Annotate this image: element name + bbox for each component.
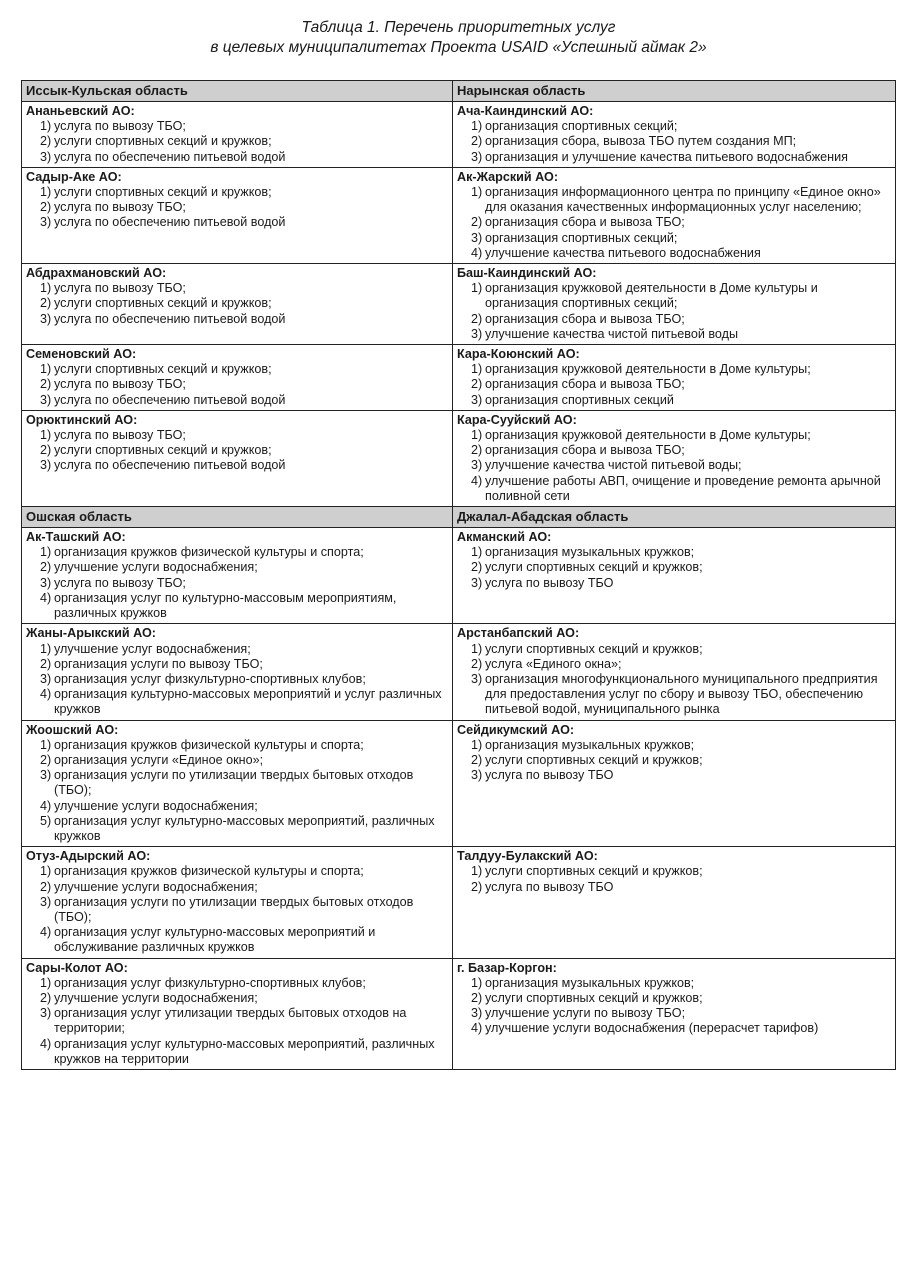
service-item	[26, 377, 448, 392]
service-item-text: организация услуги по утилизации твердых бытовых отходов (ТБО);	[54, 768, 414, 798]
service-item-text: услуги спортивных секций и кружков;	[54, 296, 272, 311]
municipality-name: Баш-Каиндинский АО:	[457, 266, 597, 281]
service-item-text: улучшение услуги водоснабжения (перерасчет тарифов)	[485, 1021, 819, 1036]
service-item	[26, 753, 448, 768]
service-item-number: 2)	[40, 879, 52, 894]
service-item	[26, 119, 448, 134]
municipality-name: Жаны-Арыкский АО:	[26, 626, 156, 641]
service-item-text: организация услуг утилизации твердых бытовых отходов на территории;	[54, 1006, 407, 1036]
table-row	[22, 624, 896, 720]
service-item-text: организация музыкальных кружков;	[485, 545, 695, 560]
service-item-number: 2)	[471, 752, 483, 767]
service-item-number: 3)	[471, 1006, 483, 1021]
service-item-text: организация многофункционального муниципального предприятия для предоставления услуг по сбору и вывозу ТБО, обеспечению питьевой водой, муниципального рынка	[485, 671, 878, 717]
service-item	[457, 560, 891, 575]
service-item-number: 1)	[471, 281, 483, 296]
service-item	[26, 864, 448, 879]
service-item	[457, 119, 891, 134]
municipality-cell	[22, 624, 453, 720]
service-item	[457, 880, 891, 895]
service-list	[457, 545, 891, 591]
service-item-number: 1)	[40, 428, 52, 443]
service-item-number: 2)	[471, 990, 483, 1005]
table-row	[22, 847, 896, 958]
service-item-number: 4)	[471, 1021, 483, 1036]
service-item-text: организация сбора и вывоза ТБО;	[485, 377, 685, 392]
service-item-number: 1)	[40, 119, 52, 134]
service-item	[457, 215, 891, 230]
service-list	[457, 119, 891, 165]
municipality-cell	[22, 528, 453, 624]
municipality-cell	[453, 720, 896, 847]
service-item	[26, 185, 448, 200]
service-item-text: организация сбора и вывоза ТБО;	[485, 215, 685, 230]
service-item	[26, 362, 448, 377]
service-item	[26, 642, 448, 657]
service-item	[457, 753, 891, 768]
service-item-number: 2)	[40, 990, 52, 1005]
service-item	[457, 657, 891, 672]
service-item	[457, 185, 891, 215]
service-list	[26, 642, 448, 718]
service-item-number: 1)	[40, 737, 52, 752]
service-item-number: 3)	[40, 575, 52, 590]
service-item-text: улучшение качества чистой питьевой воды;	[485, 458, 742, 473]
service-item-number: 3)	[40, 1006, 52, 1021]
service-item-number: 2)	[471, 215, 483, 230]
service-item	[26, 799, 448, 814]
service-item-text: организация услуги «Единое окно»;	[54, 752, 264, 767]
service-item-number: 1)	[471, 641, 483, 656]
service-list	[457, 738, 891, 784]
service-item-text: услуги спортивных секций и кружков;	[485, 560, 703, 575]
service-item-number: 3)	[471, 149, 483, 164]
service-item-text: организация услуг культурно-массовых мероприятий, различных кружков на территории	[54, 1036, 435, 1066]
service-item-number: 4)	[40, 798, 52, 813]
service-item-number: 1)	[471, 428, 483, 443]
municipality-name: Абдрахмановский АО:	[26, 266, 167, 281]
service-item	[457, 134, 891, 149]
municipality-name: Ананьевский АО:	[26, 104, 135, 118]
service-item-number: 2)	[40, 560, 52, 575]
service-list	[26, 976, 448, 1067]
service-item-number: 2)	[40, 200, 52, 215]
priority-services-table	[21, 80, 896, 1070]
municipality-name: Ак-Жарский АО:	[457, 169, 559, 184]
table-title-line-2: в целевых муниципалитетах Проекта USAID «Успешный аймак 2»	[210, 39, 707, 56]
service-item-number: 3)	[40, 311, 52, 326]
service-item-text: услуга по обеспечению питьевой водой	[54, 149, 286, 164]
service-item-text: организация спортивных секций	[485, 392, 674, 407]
service-item-number: 2)	[40, 656, 52, 671]
service-item-number: 2)	[471, 656, 483, 671]
service-item-number: 2)	[471, 443, 483, 458]
service-item-text: услуга по обеспечению питьевой водой	[54, 311, 286, 326]
service-item-number: 1)	[40, 975, 52, 990]
municipality-cell	[22, 345, 453, 411]
service-item	[26, 150, 448, 165]
service-item	[26, 393, 448, 408]
service-item-number: 3)	[40, 458, 52, 473]
service-item-text: организация услуг физкультурно-спортивных клубов;	[54, 975, 366, 990]
service-item	[26, 991, 448, 1006]
service-item	[26, 215, 448, 230]
service-item-text: организация музыкальных кружков;	[485, 975, 695, 990]
municipality-cell	[453, 847, 896, 958]
service-item-text: услуга по вывозу ТБО;	[54, 428, 186, 443]
municipality-cell	[453, 345, 896, 411]
service-item-text: услуги спортивных секций и кружков;	[485, 990, 703, 1005]
municipality-name: Отуз-Адырский АО:	[26, 849, 151, 864]
service-item-text: услуги спортивных секций и кружков;	[485, 641, 703, 656]
service-item-text: организация услуги по утилизации твердых бытовых отходов (ТБО);	[54, 894, 414, 924]
service-item	[26, 657, 448, 672]
table-row	[22, 102, 896, 168]
service-item-number: 3)	[471, 575, 483, 590]
region-header-row	[22, 81, 896, 102]
service-item-number: 3)	[471, 671, 483, 686]
service-list	[457, 185, 891, 261]
region-header: Нарынская область	[453, 81, 896, 102]
municipality-cell	[453, 167, 896, 263]
service-list	[26, 281, 448, 327]
service-item	[26, 134, 448, 149]
service-list	[457, 864, 891, 894]
service-item-text: организация услуг культурно-массовых мероприятий, различных кружков	[54, 813, 435, 843]
service-item	[457, 672, 891, 718]
service-item-number: 3)	[471, 392, 483, 407]
service-item-text: организация сбора и вывоза ТБО;	[485, 311, 685, 326]
service-list	[457, 976, 891, 1037]
service-item-number: 1)	[471, 864, 483, 879]
service-item-text: услуга по обеспечению питьевой водой	[54, 458, 286, 473]
service-item-text: организация кружков физической культуры и спорта;	[54, 545, 364, 560]
table-row	[22, 410, 896, 506]
service-item-text: организация услуг культурно-массовых мероприятий и обслуживание различных кружков	[54, 925, 376, 955]
service-item-number: 1)	[471, 362, 483, 377]
municipality-name: г. Базар-Коргон:	[457, 960, 557, 975]
municipality-name: Кара-Коюнский АО:	[457, 347, 580, 362]
service-list	[26, 362, 448, 408]
service-item	[26, 312, 448, 327]
service-item-number: 3)	[40, 671, 52, 686]
service-item-text: организация кружковой деятельности в Доме культуры;	[485, 428, 811, 443]
service-item-text: услуга по вывозу ТБО	[485, 768, 614, 783]
service-item	[457, 545, 891, 560]
service-item	[457, 377, 891, 392]
service-item	[26, 428, 448, 443]
service-item-number: 3)	[40, 392, 52, 407]
service-list	[26, 864, 448, 955]
service-item	[26, 200, 448, 215]
municipality-cell	[453, 958, 896, 1069]
region-header-row	[22, 507, 896, 528]
municipality-name: Ак-Ташский АО:	[26, 530, 126, 545]
service-item	[457, 768, 891, 783]
service-item	[457, 327, 891, 342]
service-item-text: улучшение услуги водоснабжения;	[54, 798, 258, 813]
service-item-number: 2)	[471, 134, 483, 149]
service-item-number: 1)	[471, 737, 483, 752]
municipality-name: Кара-Сууйский АО:	[457, 412, 577, 427]
service-item	[457, 443, 891, 458]
service-item	[26, 687, 448, 717]
service-item-text: улучшение услуг водоснабжения;	[54, 641, 251, 656]
service-item-number: 4)	[40, 925, 52, 940]
service-item	[457, 428, 891, 443]
service-list	[26, 545, 448, 621]
service-item	[26, 296, 448, 311]
municipality-cell	[22, 264, 453, 345]
service-item	[457, 458, 891, 473]
service-item-text: организация культурно-массовых мероприятий и услуг различных кружков	[54, 687, 442, 717]
service-item-number: 2)	[40, 296, 52, 311]
service-item-text: услуга по вывозу ТБО;	[54, 119, 186, 134]
service-item	[26, 443, 448, 458]
table-row	[22, 264, 896, 345]
service-item-text: улучшение качества чистой питьевой воды	[485, 326, 739, 341]
service-item-number: 3)	[471, 458, 483, 473]
service-item-text: организация услуг физкультурно-спортивных клубов;	[54, 671, 366, 686]
service-item-number: 5)	[40, 813, 52, 828]
region-header: Иссык-Кульская область	[22, 81, 453, 102]
service-list	[457, 642, 891, 718]
service-item-text: улучшение услуги по вывозу ТБО;	[485, 1006, 686, 1021]
service-item-text: услуги спортивных секций и кружков;	[54, 185, 272, 200]
service-item-text: услуга по вывозу ТБО	[485, 575, 614, 590]
service-item-number: 1)	[471, 119, 483, 134]
service-item	[457, 231, 891, 246]
service-item	[457, 1006, 891, 1021]
service-item	[26, 458, 448, 473]
service-item-text: организация кружков физической культуры и спорта;	[54, 737, 364, 752]
service-item-number: 2)	[471, 560, 483, 575]
service-item	[457, 312, 891, 327]
service-item	[457, 150, 891, 165]
service-item-text: организация услуги по вывозу ТБО;	[54, 656, 263, 671]
service-item-number: 1)	[40, 362, 52, 377]
municipality-cell	[453, 102, 896, 168]
service-list	[26, 738, 448, 844]
service-list	[26, 185, 448, 231]
service-item	[26, 591, 448, 621]
table-row	[22, 958, 896, 1069]
municipality-name: Ача-Каиндинский АО:	[457, 104, 594, 118]
service-item-text: улучшение услуги водоснабжения;	[54, 560, 258, 575]
service-item	[457, 864, 891, 879]
service-item-text: услуга по обеспечению питьевой водой	[54, 215, 286, 230]
municipality-cell	[22, 958, 453, 1069]
service-item-number: 1)	[471, 185, 483, 200]
service-item-text: услуги спортивных секций и кружков;	[485, 864, 703, 879]
municipality-name: Талдуу-Булакский АО:	[457, 849, 598, 864]
municipality-name: Садыр-Аке АО:	[26, 169, 122, 184]
municipality-cell	[453, 410, 896, 506]
service-list	[457, 362, 891, 408]
municipality-cell	[22, 167, 453, 263]
table-row	[22, 345, 896, 411]
municipality-cell	[453, 624, 896, 720]
municipality-cell	[22, 102, 453, 168]
service-item	[457, 738, 891, 753]
service-item	[457, 576, 891, 591]
service-item-number: 1)	[40, 641, 52, 656]
service-item-number: 1)	[40, 281, 52, 296]
service-item-number: 1)	[40, 864, 52, 879]
service-item	[26, 814, 448, 844]
service-item-text: услуга «Единого окна»;	[485, 656, 622, 671]
service-item-text: организация и улучшение качества питьевого водоснабжения	[485, 149, 848, 164]
municipality-name: Сары-Колот АО:	[26, 960, 128, 975]
service-list	[26, 428, 448, 474]
service-item-text: организация услуг по культурно-массовым мероприятиям, различных кружков	[54, 590, 397, 621]
service-item-text: улучшение качества питьевого водоснабжения	[485, 245, 761, 260]
table-row	[22, 720, 896, 847]
service-item-text: услуга по вывозу ТБО;	[54, 377, 186, 392]
service-item-text: услуга по обеспечению питьевой водой	[54, 392, 286, 407]
service-item	[26, 560, 448, 575]
service-item	[457, 976, 891, 991]
service-item	[26, 1037, 448, 1067]
service-item-text: организация сбора, вывоза ТБО путем создания МП;	[485, 134, 797, 149]
service-item	[457, 362, 891, 377]
service-item-number: 2)	[471, 311, 483, 326]
service-item	[457, 246, 891, 261]
service-item-number: 2)	[40, 752, 52, 767]
service-item	[457, 474, 891, 504]
service-item-text: организация сбора и вывоза ТБО;	[485, 443, 685, 458]
service-item-text: улучшение услуги водоснабжения;	[54, 879, 258, 894]
service-item	[457, 1021, 891, 1036]
service-item	[26, 576, 448, 591]
service-item-number: 2)	[471, 879, 483, 894]
service-item-number: 3)	[40, 215, 52, 230]
service-item-number: 2)	[40, 443, 52, 458]
service-item-text: услуги спортивных секций и кружков;	[54, 134, 272, 149]
municipality-name: Семеновский АО:	[26, 347, 137, 362]
service-item-number: 4)	[40, 1036, 52, 1051]
service-item-number: 3)	[40, 149, 52, 164]
service-item-text: услуга по вывозу ТБО;	[54, 200, 186, 215]
service-item	[457, 642, 891, 657]
municipality-cell	[453, 528, 896, 624]
service-item-number: 2)	[471, 377, 483, 392]
service-item-number: 4)	[471, 473, 483, 488]
municipality-cell	[453, 264, 896, 345]
municipality-name: Арстанбапский АО:	[457, 626, 580, 641]
municipality-cell	[22, 720, 453, 847]
service-item-number: 2)	[40, 377, 52, 392]
municipality-name: Орюктинский АО:	[26, 412, 138, 427]
service-list	[26, 119, 448, 165]
service-item-number: 4)	[471, 245, 483, 260]
service-item	[26, 1006, 448, 1036]
service-item	[457, 393, 891, 408]
service-item	[457, 991, 891, 1006]
service-item-text: организация кружковой деятельности в Доме культуры и организация спортивных секций;	[485, 281, 818, 311]
service-item-text: услуги спортивных секций и кружков;	[54, 362, 272, 377]
service-item	[26, 768, 448, 798]
region-header: Джалал-Абадская область	[453, 507, 896, 528]
service-item-number: 4)	[40, 687, 52, 702]
service-item-number: 3)	[471, 326, 483, 341]
service-item	[26, 672, 448, 687]
service-item-text: организация музыкальных кружков;	[485, 737, 695, 752]
municipality-name: Жоошский АО:	[26, 722, 119, 737]
service-item-text: организация спортивных секций;	[485, 230, 678, 245]
service-item-text: услуга по вывозу ТБО	[485, 879, 614, 894]
municipality-cell	[22, 847, 453, 958]
service-item-text: услуги спортивных секций и кружков;	[485, 752, 703, 767]
service-item	[26, 738, 448, 753]
service-item-number: 1)	[471, 545, 483, 560]
service-item-text: организация кружков физической культуры и спорта;	[54, 864, 364, 879]
municipality-name: Сейдикумский АО:	[457, 722, 575, 737]
table-title	[0, 18, 917, 58]
municipality-cell	[22, 410, 453, 506]
table-row	[22, 528, 896, 624]
service-item-text: услуга по вывозу ТБО;	[54, 281, 186, 296]
service-item-number: 3)	[40, 894, 52, 909]
service-item-number: 4)	[40, 590, 52, 605]
service-item-number: 3)	[471, 230, 483, 245]
service-item	[26, 880, 448, 895]
service-item-text: организация спортивных секций;	[485, 119, 678, 134]
service-list	[457, 281, 891, 342]
service-item-number: 1)	[471, 975, 483, 990]
service-item-number: 2)	[40, 134, 52, 149]
municipality-name: Акманский АО:	[457, 530, 552, 545]
table-title-line-1: Таблица 1. Перечень приоритетных услуг	[301, 19, 616, 36]
service-item-text: улучшение услуги водоснабжения;	[54, 990, 258, 1005]
service-item-number: 1)	[40, 185, 52, 200]
service-item	[26, 895, 448, 925]
service-item-number: 1)	[40, 545, 52, 560]
service-item	[26, 976, 448, 991]
table-row	[22, 167, 896, 263]
service-item-text: организация информационного центра по принципу «Единое окно» для оказания качественных информационных услуг населению;	[485, 185, 881, 215]
service-item	[457, 281, 891, 311]
region-header: Ошская область	[22, 507, 453, 528]
service-item-text: услуга по вывозу ТБО;	[54, 575, 186, 590]
service-item-number: 3)	[471, 768, 483, 783]
service-item-text: организация кружковой деятельности в Доме культуры;	[485, 362, 811, 377]
service-item	[26, 925, 448, 955]
service-list	[457, 428, 891, 504]
service-item-text: услуги спортивных секций и кружков;	[54, 443, 272, 458]
service-item-text: улучшение работы АВП, очищение и проведение ремонта арычной поливной сети	[485, 473, 881, 503]
service-item-number: 3)	[40, 768, 52, 783]
service-item	[26, 545, 448, 560]
service-item	[26, 281, 448, 296]
